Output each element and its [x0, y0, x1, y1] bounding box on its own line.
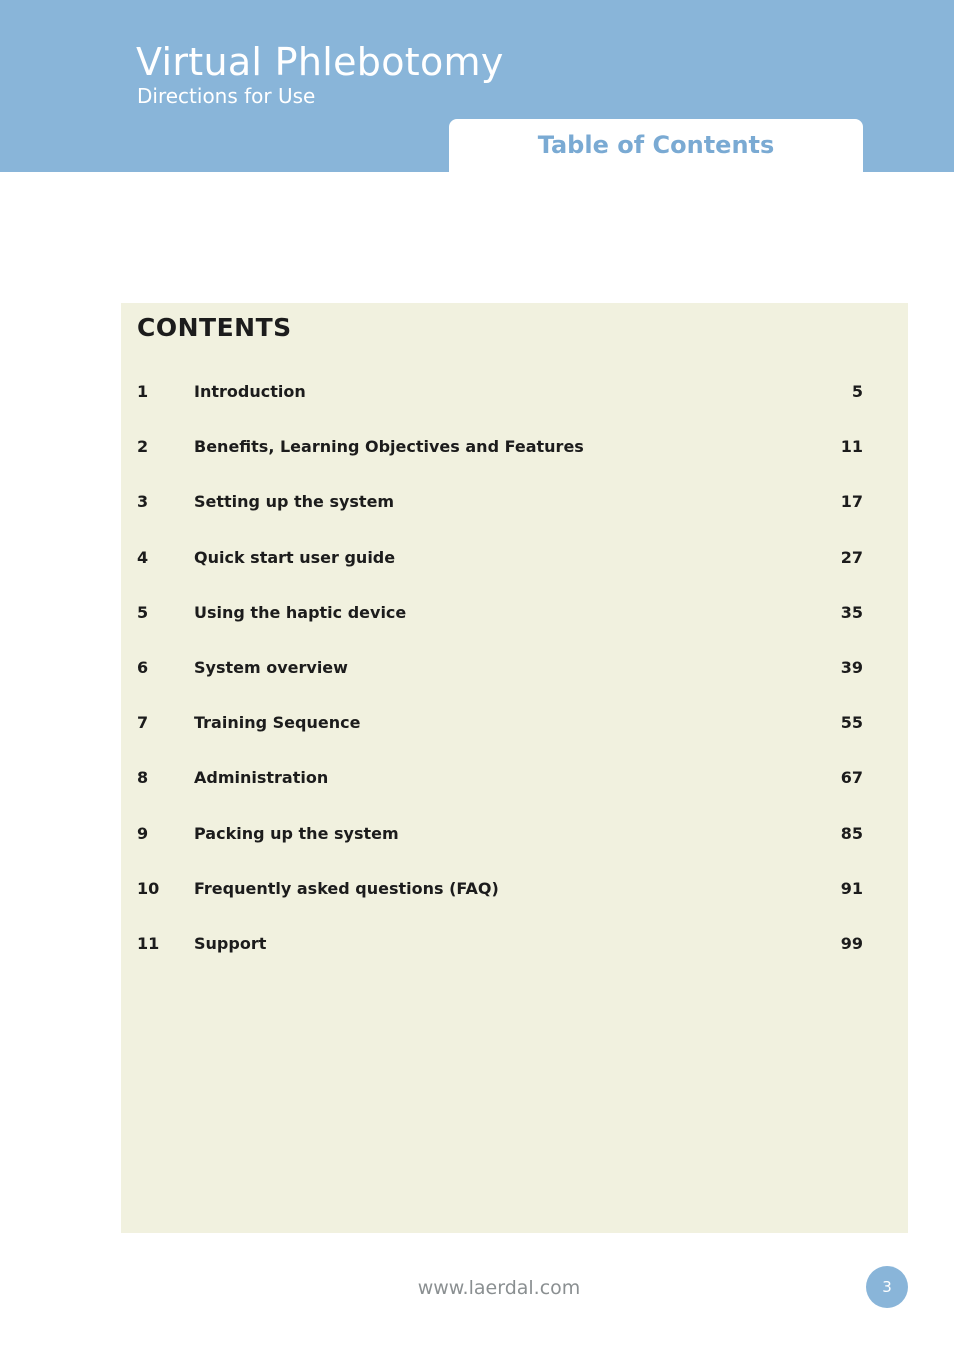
page-number-badge: 3: [866, 1266, 908, 1308]
toc-row[interactable]: [137, 934, 863, 989]
toc-row[interactable]: [137, 713, 863, 768]
toc-number: 11: [137, 933, 160, 953]
toc-row[interactable]: [137, 658, 863, 713]
toc-row[interactable]: [137, 492, 863, 547]
toc-page: 17: [840, 492, 863, 512]
footer-website-link[interactable]: www.laerdal.com: [417, 1277, 581, 1299]
toc-label: Frequently asked questions (FAQ): [194, 878, 499, 898]
toc-number: 8: [137, 768, 149, 788]
toc-page: 11: [840, 437, 863, 457]
toc-page: 5: [851, 382, 863, 401]
tab-label: Table of Contents: [537, 131, 775, 159]
toc-number: 9: [137, 823, 149, 843]
toc-row[interactable]: [137, 824, 863, 879]
document-subtitle: Directions for Use: [137, 84, 316, 108]
header-banner: [0, 0, 954, 172]
toc-label: Setting up the system: [194, 492, 395, 512]
toc-page: 39: [840, 657, 863, 677]
toc-row[interactable]: [137, 879, 863, 934]
toc-number: 7: [137, 713, 149, 733]
contents-heading: CONTENTS: [137, 313, 292, 342]
toc-number: 3: [137, 492, 149, 512]
toc-label: Using the haptic device: [194, 602, 407, 622]
toc-row[interactable]: [137, 437, 863, 492]
toc-page: 67: [840, 768, 863, 788]
toc-label: Training Sequence: [194, 713, 361, 733]
toc-label: System overview: [194, 657, 348, 677]
toc-row[interactable]: [137, 382, 863, 437]
tab-table-of-contents[interactable]: [449, 119, 863, 173]
toc-row[interactable]: [137, 768, 863, 823]
toc-label: Benefits, Learning Objectives and Features: [194, 437, 584, 457]
toc-label: Support: [194, 933, 267, 953]
toc-page: 91: [840, 878, 863, 898]
toc-page: 85: [840, 823, 863, 843]
toc-number: 5: [137, 602, 149, 622]
toc-number: 6: [137, 657, 149, 677]
toc-number: 2: [137, 437, 149, 457]
document-title: Virtual Phlebotomy: [136, 40, 504, 84]
toc-page: 99: [840, 933, 863, 953]
toc-label: Packing up the system: [194, 823, 399, 843]
toc-row[interactable]: [137, 548, 863, 603]
toc-label: Quick start user guide: [194, 547, 396, 567]
toc-label: Administration: [194, 768, 329, 788]
toc-number: 4: [137, 547, 149, 567]
toc-list: [137, 382, 863, 989]
toc-number: 10: [137, 878, 160, 898]
toc-page: 27: [840, 547, 863, 567]
toc-row[interactable]: [137, 603, 863, 658]
toc-page: 35: [840, 602, 863, 622]
toc-page: 55: [840, 713, 863, 733]
toc-label: Introduction: [194, 382, 306, 401]
toc-number: 1: [137, 382, 149, 401]
contents-panel: [121, 303, 908, 1233]
